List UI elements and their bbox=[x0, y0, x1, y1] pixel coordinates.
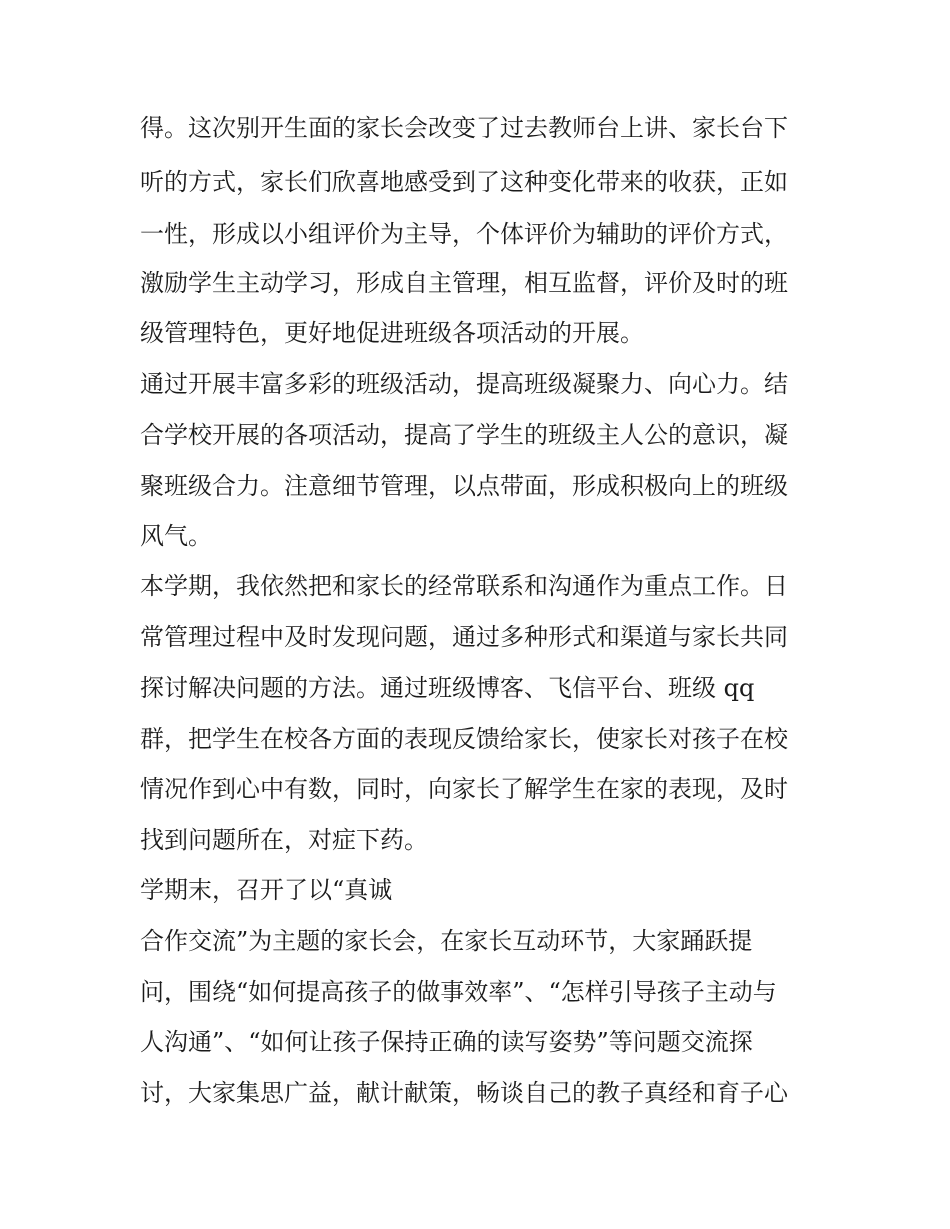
text-line-5: 级管理特色，更好地促进班级各项活动的开展。 bbox=[140, 319, 644, 347]
text-line-10: 本学期，我依然把和家长的经常联系和沟通作为重点工作。日 bbox=[140, 572, 788, 600]
text-line-4: 激励学生主动学习，形成自主管理，相互监督，评价及时的班 bbox=[140, 269, 788, 297]
text-line-13: 群，把学生在校各方面的表现反馈给家长，使家长对孩子在校 bbox=[140, 725, 788, 753]
text-line-19: 人沟通”、“如何让孩子保持正确的读写姿势”等问题交流探 bbox=[140, 1028, 753, 1056]
text-line-7: 合学校开展的各项活动，提高了学生的班级主人公的意识，凝 bbox=[140, 421, 788, 449]
text-line-11: 常管理过程中及时发现问题，通过多种形式和渠道与家长共同 bbox=[140, 623, 788, 651]
text-line-17: 合作交流”为主题的家长会，在家长互动环节，大家踊跃提 bbox=[140, 927, 753, 955]
text-line-12: 探讨解决问题的方法。通过班级博客、飞信平台、班级 qq bbox=[140, 674, 755, 702]
text-line-18: 问，围绕“如何提高孩子的做事效率”、“怎样引导孩子主动与 bbox=[140, 978, 777, 1006]
text-line-8: 聚班级合力。注意细节管理，以点带面，形成积极向上的班级 bbox=[140, 472, 788, 500]
text-line-20: 讨，大家集思广益，献计献策，畅谈自己的教子真经和育子心 bbox=[140, 1079, 788, 1107]
text-line-15: 找到问题所在，对症下药。 bbox=[140, 826, 428, 854]
text-line-3: 一性，形成以小组评价为主导，个体评价为辅助的评价方式， bbox=[140, 220, 788, 248]
text-line-2: 听的方式，家长们欣喜地感受到了这种变化带来的收获，正如 bbox=[140, 168, 788, 196]
text-line-9: 风气。 bbox=[140, 522, 212, 550]
text-line-14: 情况作到心中有数，同时，向家长了解学生在家的表现，及时 bbox=[140, 775, 788, 803]
text-line-16: 学期末，召开了以“真诚 bbox=[140, 876, 393, 904]
text-line-1: 得。这次别开生面的家长会改变了过去教师台上讲、家长台下 bbox=[140, 114, 788, 142]
text-line-6: 通过开展丰富多彩的班级活动，提高班级凝聚力、向心力。结 bbox=[140, 370, 788, 398]
